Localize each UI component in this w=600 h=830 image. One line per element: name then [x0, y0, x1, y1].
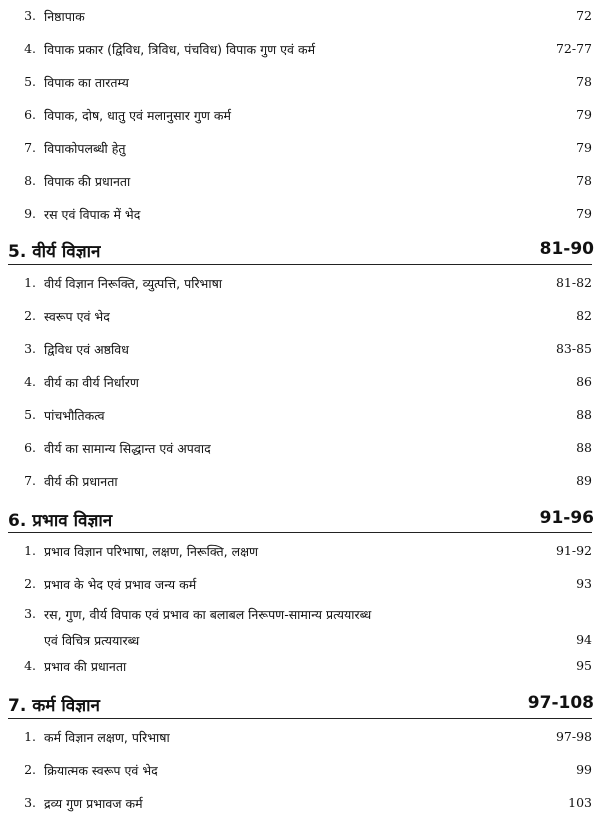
entry-page: 88 [576, 407, 592, 422]
entry-page: 83-85 [555, 341, 592, 356]
entry-title: रस एवं विपाक में भेद [44, 207, 141, 222]
entry-page: 89 [576, 473, 592, 488]
entry-title: प्रभाव विज्ञान परिभाषा, लक्षण, निरूक्ति, लक्षण [44, 544, 259, 559]
entry-title: निष्ठापाक [44, 9, 85, 24]
entry-title: रस, गुण, वीर्य विपाक एवं प्रभाव का बलाबल निरूपण-सामान्य प्रत्ययारब्ध [44, 607, 372, 622]
entry-number: 5. [24, 407, 36, 422]
entry-page: 91-92 [555, 543, 592, 558]
entry-number: 2. [24, 308, 36, 323]
chapter-divider [8, 264, 592, 265]
entry-number: 6. [24, 440, 36, 455]
chapter-title: 7. कर्म विज्ञान [8, 696, 100, 716]
entry-number: 3. [24, 8, 36, 23]
chapter-page-range: 97-108 [527, 693, 594, 713]
entry-title: द्विविध एवं अष्ठविध [44, 342, 129, 357]
entry-number: 1. [24, 729, 36, 744]
chapter-title: 5. वीर्य विज्ञान [8, 242, 101, 262]
chapter-divider [8, 532, 592, 533]
chapter-divider [8, 718, 592, 719]
entry-page: 94 [576, 632, 592, 647]
entry-number: 4. [24, 658, 36, 673]
entry-number: 7. [24, 473, 36, 488]
entry-number: 3. [24, 341, 36, 356]
entry-page: 78 [576, 74, 592, 89]
entry-title: द्रव्य गुण प्रभावज कर्म [44, 796, 143, 811]
entry-number: 4. [24, 374, 36, 389]
entry-page: 86 [576, 374, 592, 389]
entry-title: क्रियात्मक स्वरूप एवं भेद [44, 763, 158, 778]
entry-title: वीर्य विज्ञान निरूक्ति, व्युत्पत्ति, परिभाषा [44, 276, 223, 291]
entry-title: विपाक, दोष, धातु एवं मलानुसार गुण कर्म [44, 108, 232, 123]
entry-title: कर्म विज्ञान लक्षण, परिभाषा [44, 730, 170, 745]
entry-page: 81-82 [555, 275, 592, 290]
entry-page: 103 [568, 795, 592, 810]
entry-title: विपाक प्रकार (द्विविध, त्रिविध, पंचविध) विपाक गुण एवं कर्म [44, 42, 316, 57]
entry-number: 5. [24, 74, 36, 89]
entry-page: 97-98 [555, 729, 592, 744]
entry-number: 8. [24, 173, 36, 188]
entry-title: प्रभाव की प्रधानता [44, 659, 127, 674]
entry-number: 4. [24, 41, 36, 56]
entry-number: 9. [24, 206, 36, 221]
entry-title: विपाकोपलब्धी हेतु [44, 141, 126, 156]
entry-title: स्वरूप एवं भेद [44, 309, 110, 324]
entry-title: वीर्य का वीर्य निर्धारण [44, 375, 139, 390]
entry-number: 1. [24, 543, 36, 558]
entry-page: 79 [576, 140, 592, 155]
entry-page: 93 [576, 576, 592, 591]
entry-title: वीर्य का सामान्य सिद्धान्त एवं अपवाद [44, 441, 211, 456]
entry-page: 82 [576, 308, 592, 323]
entry-title: वीर्य की प्रधानता [44, 474, 118, 489]
entry-title: विपाक की प्रधानता [44, 174, 131, 189]
entry-page: 78 [576, 173, 592, 188]
entry-title: विपाक का तारतम्य [44, 75, 129, 90]
entry-page: 79 [576, 206, 592, 221]
entry-number: 2. [24, 576, 36, 591]
entry-page: 79 [576, 107, 592, 122]
chapter-page-range: 81-90 [539, 239, 594, 259]
entry-page: 72-77 [555, 41, 592, 56]
entry-number: 1. [24, 275, 36, 290]
entry-page: 99 [576, 762, 592, 777]
chapter-title: 6. प्रभाव विज्ञान [8, 511, 113, 531]
entry-title: प्रभाव के भेद एवं प्रभाव जन्य कर्म [44, 577, 197, 592]
entry-title-continued: एवं विचित्र प्रत्ययारब्ध [44, 633, 140, 648]
entry-number: 2. [24, 762, 36, 777]
entry-number: 6. [24, 107, 36, 122]
entry-number: 7. [24, 140, 36, 155]
entry-number: 3. [24, 606, 36, 621]
entry-page: 95 [576, 658, 592, 673]
entry-page: 88 [576, 440, 592, 455]
entry-title: पांचभौतिकत्व [44, 408, 105, 423]
chapter-page-range: 91-96 [539, 508, 594, 528]
entry-page: 72 [576, 8, 592, 23]
entry-number: 3. [24, 795, 36, 810]
